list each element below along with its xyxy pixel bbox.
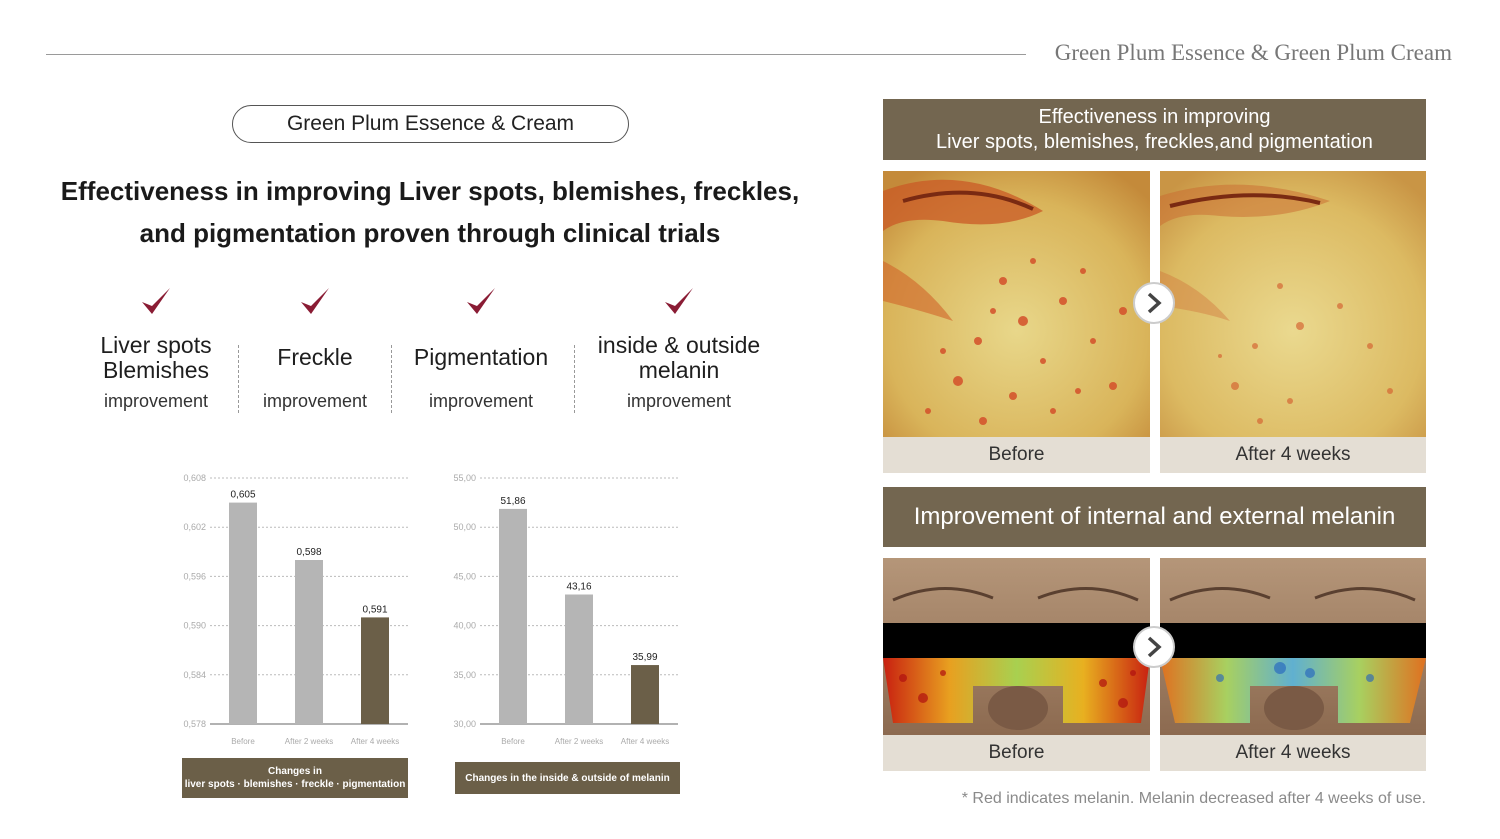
header-title: Green Plum Essence & Green Plum Cream <box>1054 40 1452 65</box>
y-tick-label: 0,608 <box>183 473 206 483</box>
bar <box>565 595 593 724</box>
feature-name-2: Blemishes <box>102 357 210 383</box>
y-tick-label: 0,584 <box>183 669 206 680</box>
feature-name: Liver spots <box>100 332 212 358</box>
feature-sub: improvement <box>103 391 209 411</box>
divider <box>391 345 392 413</box>
headline-line-2: and pigmentation proven through clinical trials <box>139 218 721 248</box>
x-category-label: After 2 weeks <box>284 737 334 746</box>
check-icon <box>662 285 696 319</box>
after-skin-photo <box>1160 171 1426 437</box>
headline <box>40 170 820 254</box>
header-rule <box>46 54 1026 55</box>
x-category-label: Before <box>501 737 525 746</box>
product-pill: Green Plum Essence & Cream <box>232 105 629 143</box>
feature-freckle <box>245 285 385 412</box>
check-icon <box>464 285 498 319</box>
panel2-title: Improvement of internal and external melanin <box>883 487 1426 547</box>
bar-value-label: 0,591 <box>362 604 388 616</box>
feature-sub: improvement <box>262 391 368 411</box>
feature-sub: improvement <box>626 391 732 411</box>
bar-value-label: 35,99 <box>632 652 658 664</box>
y-tick-label: 30,00 <box>453 719 476 729</box>
chart-pigmentation <box>170 468 415 758</box>
bar-value-label: 0,598 <box>296 547 322 558</box>
footnote: * Red indicates melanin. Melanin decreased after 4 weeks of use. <box>961 790 1426 807</box>
bar-value-label: 43,16 <box>566 581 592 593</box>
before-label: Before <box>883 735 1150 771</box>
panel1-title <box>883 99 1426 160</box>
y-tick-label: 40,00 <box>453 620 476 631</box>
feature-name: Freckle <box>277 344 353 370</box>
y-tick-label: 45,00 <box>453 571 476 582</box>
feature-liver-spots <box>76 285 236 412</box>
bar-value-label: 51,86 <box>500 495 526 507</box>
x-category-label: After 4 weeks <box>350 737 400 746</box>
divider <box>238 345 239 413</box>
caption-line-2: liver spots · blemishes · freckle · pigmentation <box>184 779 406 790</box>
y-tick-label: 0,578 <box>183 719 206 729</box>
after-melanin-photo <box>1160 558 1426 735</box>
bar <box>361 617 389 724</box>
chart-melanin <box>440 468 685 758</box>
before-label: Before <box>883 437 1150 473</box>
feature-name-2: melanin <box>638 357 720 383</box>
feature-name: Pigmentation <box>413 344 549 370</box>
y-tick-label: 0,590 <box>183 620 206 631</box>
check-icon <box>139 285 173 319</box>
arrow-right-icon <box>1133 626 1175 668</box>
headline-line-1: Effectiveness in improving Liver spots, blemishes, freckles, <box>60 176 800 206</box>
chart-svg <box>170 468 415 758</box>
y-tick-label: 0,596 <box>183 571 206 582</box>
y-tick-label: 55,00 <box>453 473 476 483</box>
feature-melanin <box>584 285 774 412</box>
panel1-title-line-1: Effectiveness in improving <box>1038 106 1271 128</box>
arrow-right-icon <box>1133 282 1175 324</box>
chart-caption <box>182 758 408 798</box>
before-melanin-photo <box>883 558 1150 735</box>
chart-caption <box>455 762 680 794</box>
bar <box>499 509 527 724</box>
check-icon <box>298 285 332 319</box>
y-tick-label: 50,00 <box>453 522 476 533</box>
divider <box>574 345 575 413</box>
feature-name: inside & outside <box>597 332 761 358</box>
bar-value-label: 0,605 <box>230 489 256 501</box>
y-tick-label: 35,00 <box>453 669 476 680</box>
panel1-title-line-2: Liver spots, blemishes, freckles,and pigmentation <box>936 131 1373 153</box>
after-label: After 4 weeks <box>1160 437 1426 473</box>
x-category-label: Before <box>231 737 255 746</box>
bar <box>229 503 257 724</box>
bar <box>631 665 659 724</box>
feature-pigmentation <box>400 285 562 412</box>
after-label: After 4 weeks <box>1160 735 1426 771</box>
feature-sub: improvement <box>428 391 534 411</box>
x-category-label: After 4 weeks <box>620 737 670 746</box>
caption-line-1: Changes in the inside & outside of melanin <box>465 772 670 784</box>
caption-line-1: Changes in <box>268 766 322 777</box>
chart-svg <box>440 468 685 758</box>
x-category-label: After 2 weeks <box>554 737 604 746</box>
bar <box>295 560 323 724</box>
before-skin-photo <box>883 171 1150 437</box>
y-tick-label: 0,602 <box>183 522 206 533</box>
